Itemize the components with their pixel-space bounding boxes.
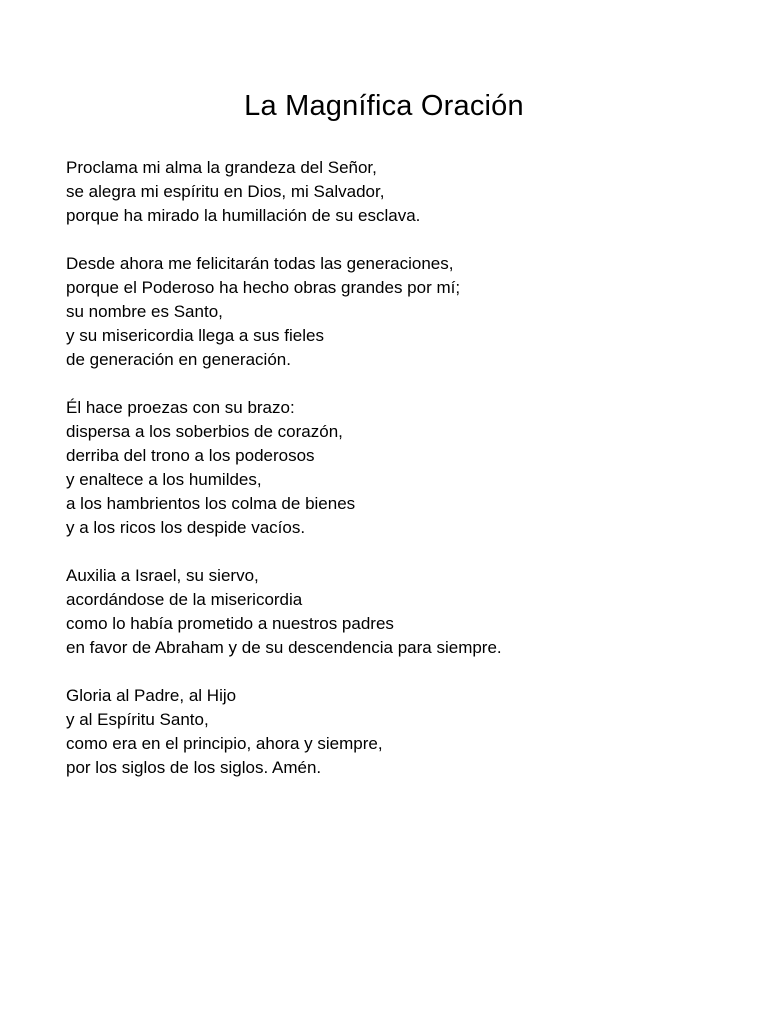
verse-line: como era en el principio, ahora y siempre,: [66, 734, 383, 753]
stanza-5: [66, 684, 746, 780]
verse-line: porque el Poderoso ha hecho obras grandes por mí;: [66, 278, 461, 297]
verse-line: se alegra mi espíritu en Dios, mi Salvador,: [66, 182, 385, 201]
verse-line: porque ha mirado la humillación de su esclava.: [66, 206, 421, 225]
verse-line: y su misericordia llega a sus fieles: [66, 326, 324, 345]
verse-line: Él hace proezas con su brazo:: [66, 398, 295, 417]
page-title: La Magnífica Oración: [244, 90, 524, 122]
stanza-1: [66, 156, 746, 228]
verse-line: como lo había prometido a nuestros padres: [66, 614, 394, 633]
verse-line: y al Espíritu Santo,: [66, 710, 209, 729]
verse-line: Proclama mi alma la grandeza del Señor,: [66, 158, 377, 177]
verse-line: Auxilia a Israel, su siervo,: [66, 566, 259, 585]
verse-line: a los hambrientos los colma de bienes: [66, 494, 356, 513]
stanza-2: [66, 252, 746, 372]
verse-line: y enaltece a los humildes,: [66, 470, 262, 489]
verse-line: Gloria al Padre, al Hijo: [66, 686, 237, 705]
prayer-body: [66, 156, 746, 804]
verse-line: en favor de Abraham y de su descendencia para siempre.: [66, 638, 502, 657]
verse-line: por los siglos de los siglos. Amén.: [66, 758, 322, 777]
verse-line: Desde ahora me felicitarán todas las generaciones,: [66, 254, 454, 273]
verse-line: su nombre es Santo,: [66, 302, 223, 321]
verse-line: de generación en generación.: [66, 350, 291, 369]
verse-line: derriba del trono a los poderosos: [66, 446, 315, 465]
verse-line: dispersa a los soberbios de corazón,: [66, 422, 343, 441]
verse-line: y a los ricos los despide vacíos.: [66, 518, 306, 537]
stanza-4: [66, 564, 746, 660]
verse-line: acordándose de la misericordia: [66, 590, 303, 609]
stanza-3: [66, 396, 746, 540]
